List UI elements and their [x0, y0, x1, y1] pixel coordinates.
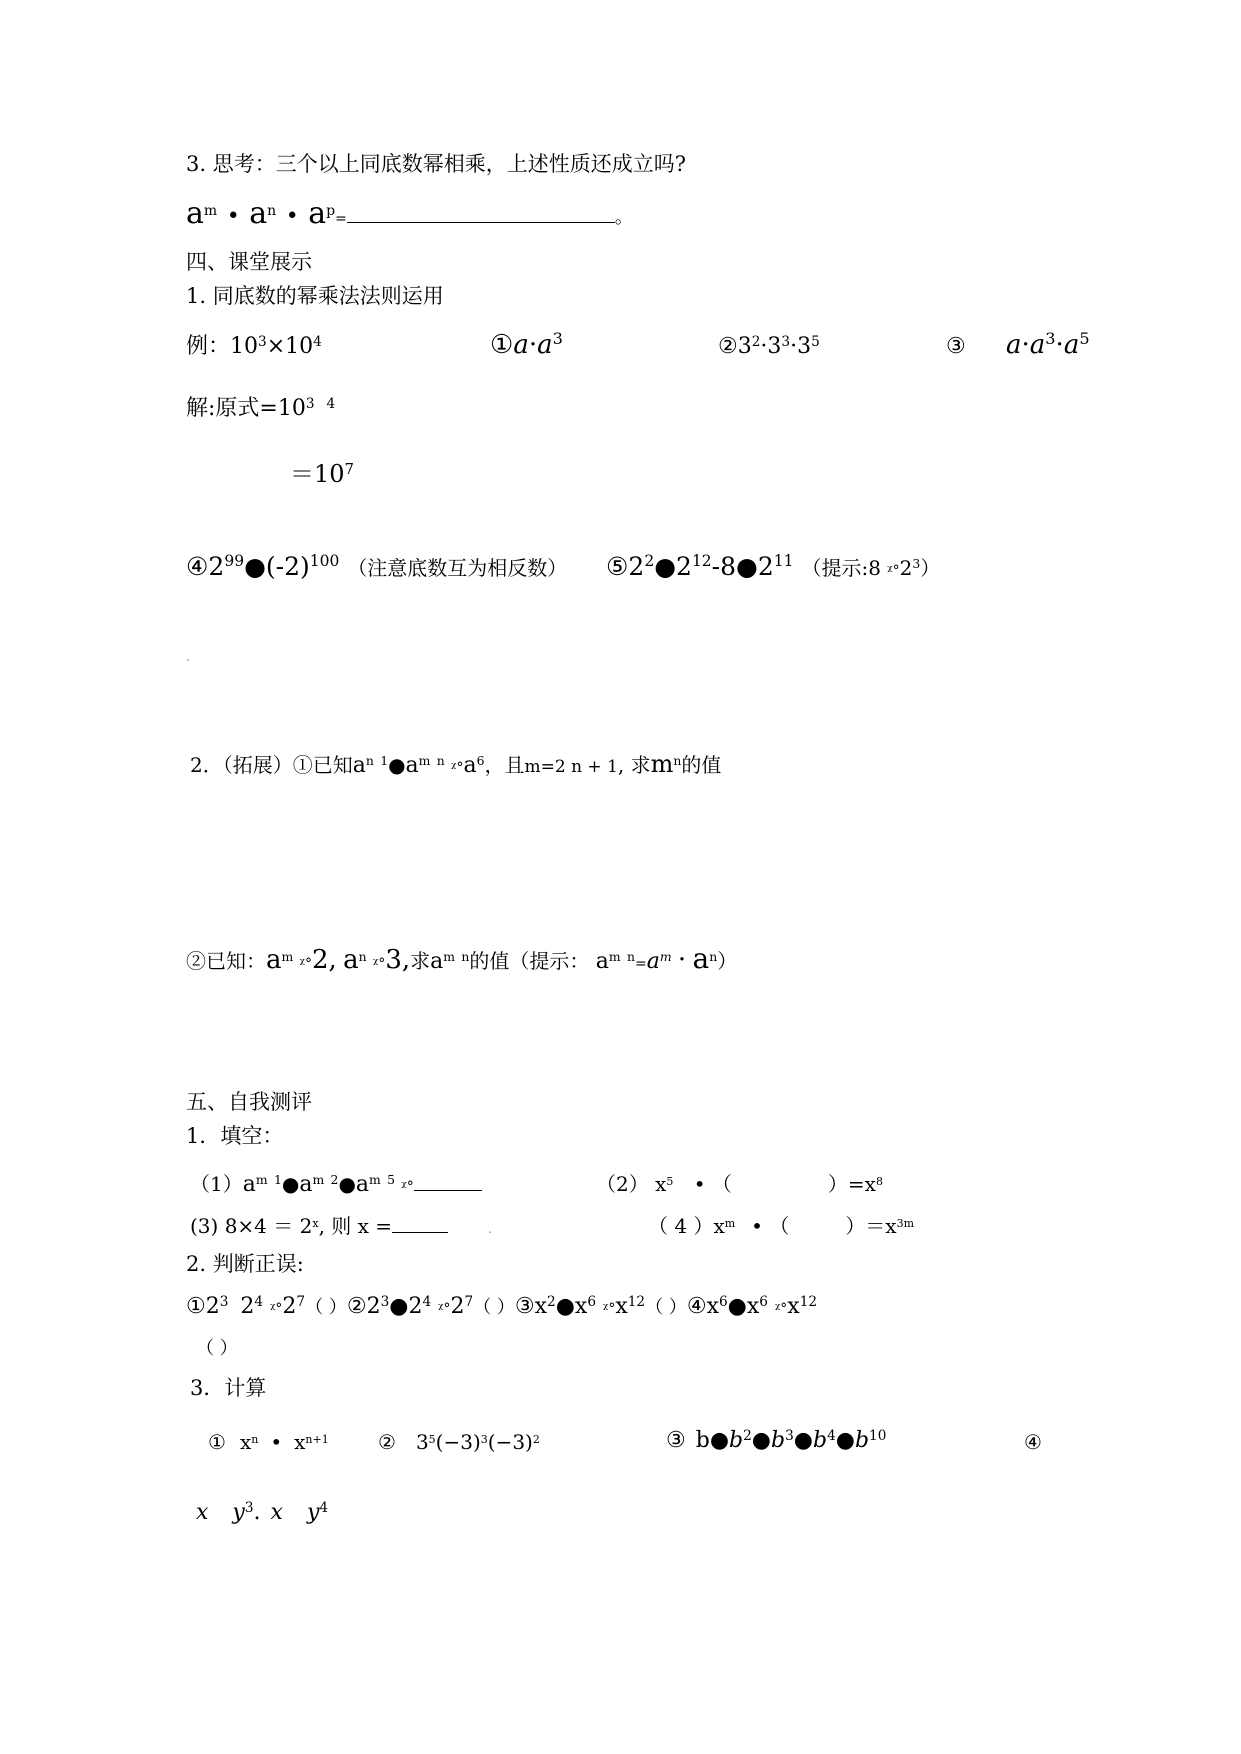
fill-in-heading: 1．填空：: [186, 1124, 284, 1148]
judge-row: $①2^3$ $2^4$ $ᵡ^\circ 2^7$（ ）$②2^3●2^4$ $ᵡ^\circ 2^7$（ ）$③x^2●x^6$ $ᵡ^\circ x^{12}$（ ）$④x^6●x^6$ $ᵡ^\circ x^{12}$: [186, 1293, 818, 1319]
formula-blank[interactable]: [347, 208, 615, 223]
fill-1-blank[interactable]: [414, 1176, 482, 1191]
example-line: 例：$10^3\times 10^4$: [186, 333, 322, 359]
extension-2: ②已知：$a^m$ ᵡ°2, $a^n$ ᵡ°3,求$a^m$ $^n$的值（提示： $a^m$ $^n=a^m \cdot a^n$）: [186, 942, 738, 975]
fill-3-blank[interactable]: [392, 1220, 448, 1233]
calc-2: ② $3^5(-3)^3(-3)^2$: [378, 1430, 540, 1454]
judge-last-paren: （ ）: [196, 1338, 238, 1359]
example-p1: $①a\cdot a^3$: [490, 329, 563, 360]
calc-3: ③ $b●b^2●b^3●b^4●b^{10}$: [666, 1427, 887, 1453]
example-p3-mark: ③: [946, 334, 966, 359]
stray-mark: .: [186, 650, 190, 664]
problem-5: $⑤2^2●2^{12}-8●2^{11}$ （提示:8 $ᵡ^\circ 2^3$）: [606, 552, 941, 581]
calc-1: ① $x^n$ • $x^{n+1}$: [208, 1430, 329, 1454]
power-product-formula: $a^m$ • $a^n$ • $a^p=$ 。: [186, 196, 633, 231]
fill-4: （ 4 ）$x^m$ • （ ）$=x^{3m}$: [648, 1214, 915, 1238]
solution-result: $=10^7$: [290, 459, 355, 488]
section-5-heading: 五、自我测评: [186, 1090, 312, 1114]
calc-4-mark: ④: [1024, 1430, 1042, 1454]
example-p3: $a\cdot a^3\cdot a^5$: [1006, 329, 1090, 360]
calc-4: x $y^3$. x $y^4$: [196, 1499, 329, 1525]
example-p2: $②3^2\cdot 3^3\cdot 3^5$: [718, 333, 820, 359]
fill-1: $(1)a^m$ $^1●a^m$ $^2●a^m$ $^5$ ᵡ°: [190, 1172, 482, 1198]
calc-heading: 3．计算: [190, 1376, 267, 1400]
section-4-heading: 四、课堂展示: [186, 250, 312, 274]
solution-line: 解:原式$=10^3$ $^4$: [186, 395, 336, 421]
problem-4: $④2^{99}●(-2)^{100}$ （注意底数互为相反数）: [186, 552, 568, 581]
section-4-sub1: 1. 同底数的幂乘法法则运用: [186, 284, 444, 308]
judge-heading: 2. 判断正误:: [186, 1252, 304, 1276]
fill-2: （2） $x^5$ • （ ）$=x^8$: [596, 1172, 883, 1196]
think-question: 3. 思考：三个以上同底数幂相乘，上述性质还成立吗?: [186, 152, 686, 176]
extension-1: 2．（拓展）①已知$a^n$ $^1●a^m$ $^n$ $ᵡ^\circ a^6$，且m=2 n + 1, 求$m^n$的值: [190, 750, 722, 778]
fill-3: (3) $8\times 4 = 2^x$, 则 x = .: [190, 1214, 492, 1238]
